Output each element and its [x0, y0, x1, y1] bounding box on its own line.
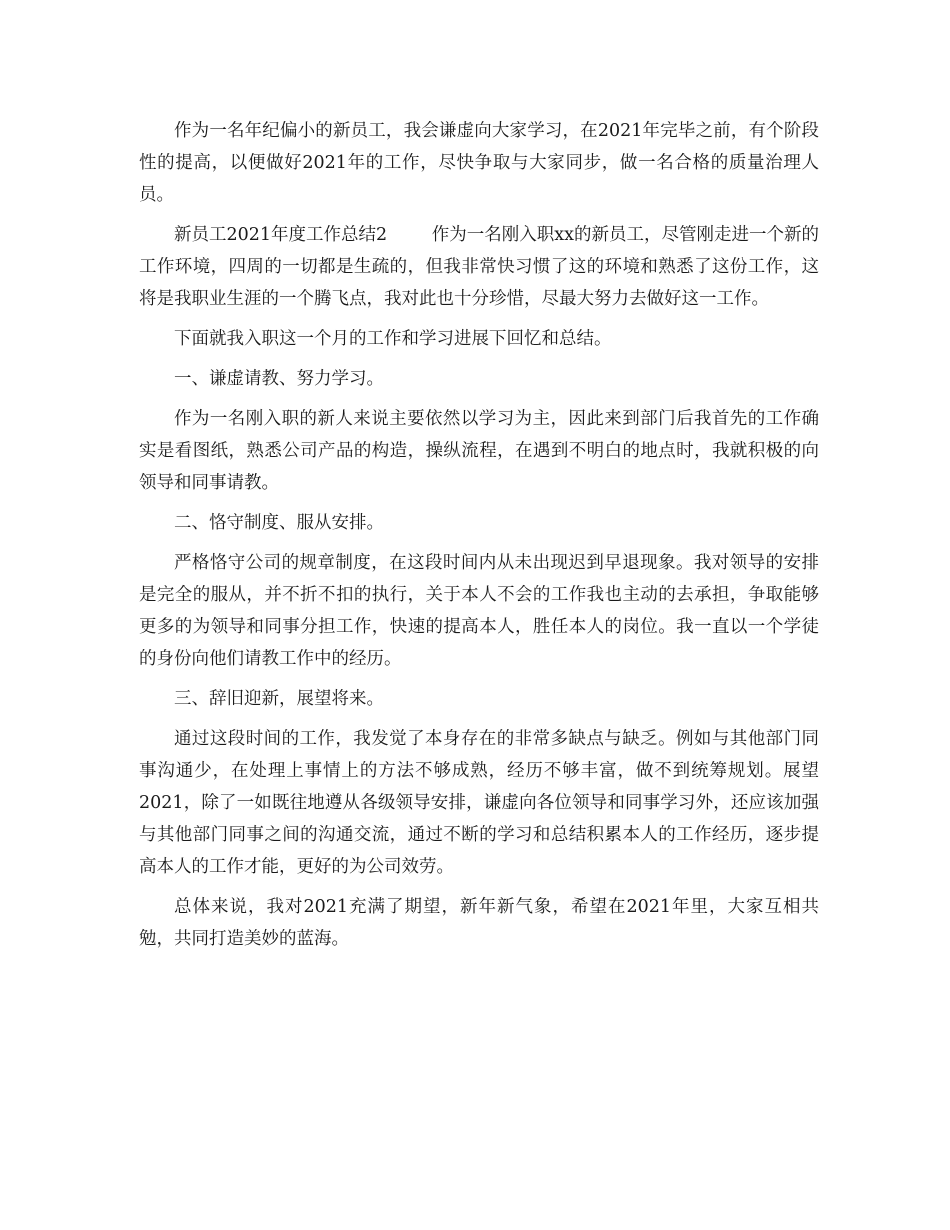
- paragraph-intro: 作为一名年纪偏小的新员工，我会谦虚向大家学习，在2021年完毕之前，有个阶段性的提高，以便做好2021年的工作，尽快争取与大家同步，做一名合格的质量治理人员。: [139, 121, 819, 205]
- section-heading-2: 二、恪守制度、服从安排。: [174, 513, 384, 533]
- paragraph-conclusion: 总体来说，我对2021充满了期望，新年新气象，希望在2021年里，大家互相共勉，共同打造美妙的蓝海。: [139, 897, 819, 949]
- section-heading-1: 一、谦虚请教、努力学习。: [174, 369, 384, 389]
- paragraph-title-and-opening: 新员工2021年度工作总结2 作为一名刚入职xx的新员工，尽管刚走进一个新的工作环境，四周的一切都是生疏的，但我非常快习惯了这的环境和熟悉了这份工作，这将是我职业生涯的一个腾飞点，我对此也十分珍惜，尽最大努力去做好这一工作。: [139, 225, 819, 309]
- document-body: [139, 115, 819, 963]
- paragraph-review-intro: 下面就我入职这一个月的工作和学习进展下回忆和总结。: [174, 329, 612, 349]
- section-heading-3: 三、辞旧迎新，展望将来。: [174, 689, 384, 709]
- paragraph-section-1: 作为一名刚入职的新人来说主要依然以学习为主，因此来到部门后我首先的工作确实是看图纸，熟悉公司产品的构造，操纵流程，在遇到不明白的地点时，我就积极的向领导和同事请教。: [139, 409, 819, 493]
- paragraph-section-2: 严格恪守公司的规章制度，在这段时间内从未出现迟到早退现象。我对领导的安排是完全的服从，并不折不扣的执行，关于本人不会的工作我也主动的去承担，争取能够更多的为领导和同事分担工作，快速的提高本人，胜任本人的岗位。我一直以一个学徒的身份向他们请教工作中的经历。: [139, 553, 819, 669]
- paragraph-section-3: 通过这段时间的工作，我发觉了本身存在的非常多缺点与缺乏。例如与其他部门同事沟通少，在处理上事情上的方法不够成熟，经历不够丰富，做不到统筹规划。展望2021，除了一如既往地遵从各级领导安排，谦虚向各位领导和同事学习外，还应该加强与其他部门同事之间的沟通交流，通过不断的学习和总结积累本人的工作经历，逐步提高本人的工作才能，更好的为公司效劳。: [139, 729, 819, 877]
